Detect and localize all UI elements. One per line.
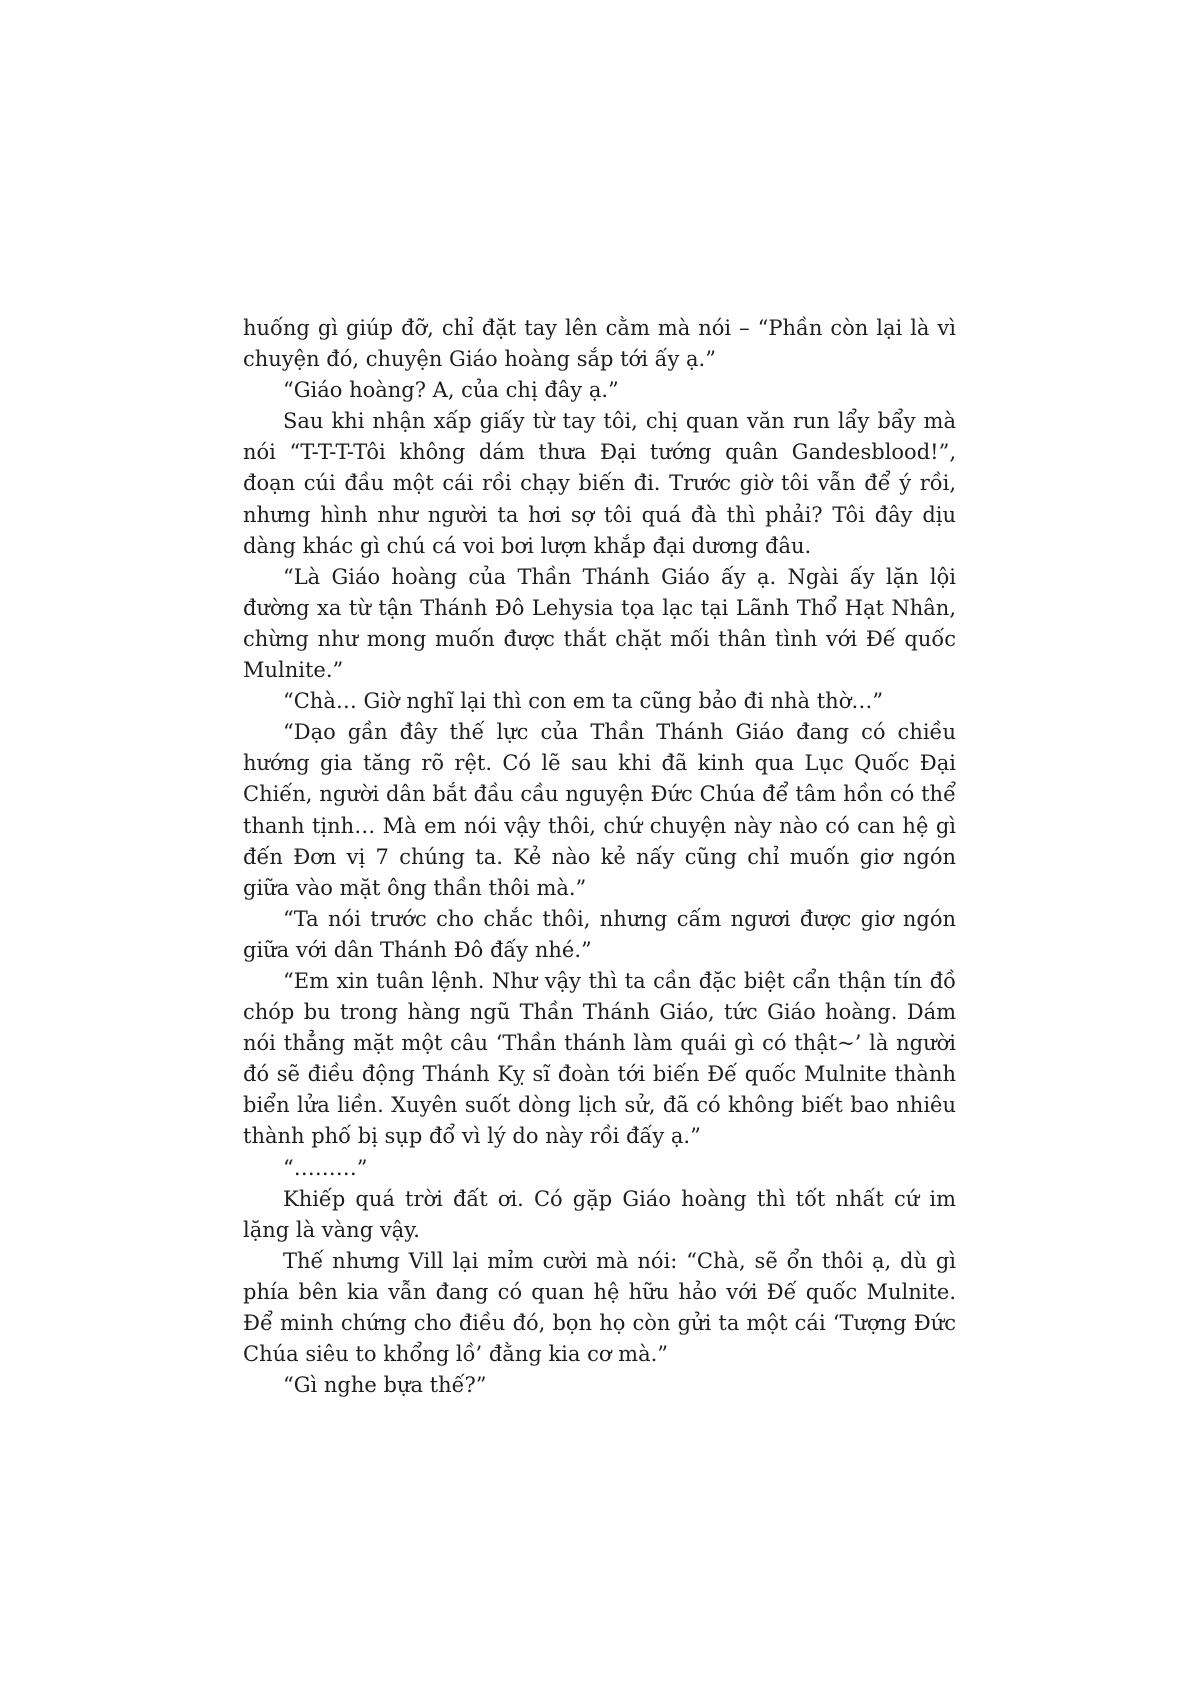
page-body-text — [243, 313, 956, 1401]
paragraph: “Chà… Giờ nghĩ lại thì con em ta cũng bảo đi nhà thờ…” — [283, 689, 884, 714]
paragraph: huống gì giúp đỡ, chỉ đặt tay lên cằm mà nói – “Phần còn lại là vì chuyện đó, chuyện Giáo hoàng sắp tới ấy ạ.” — [243, 316, 956, 372]
paragraph: Thế nhưng Vill lại mỉm cười mà nói: “Chà, sẽ ổn thôi ạ, dù gì phía bên kia vẫn đang có quan hệ hữu hảo với Đế quốc Mulnite. Để minh chứng cho điều đó, bọn họ còn gửi ta một cái ‘Tượng Đức Chúa siêu to khổng lồ’ đằng kia cơ mà.” — [243, 1248, 956, 1367]
paragraph: “Giáo hoàng? A, của chị đây ạ.” — [283, 378, 619, 403]
paragraph: “Ta nói trước cho chắc thôi, nhưng cấm ngươi được giơ ngón giữa với dân Thánh Đô đấy nhé.” — [243, 906, 956, 962]
paragraph: Sau khi nhận xấp giấy từ tay tôi, chị quan văn run lẩy bẩy mà nói “T-T-T-Tôi không dám thưa Đại tướng quân Gandesblood!”, đoạn cúi đầu một cái rồi chạy biến đi. Trước giờ tôi vẫn để ý rồi, nhưng hình như người ta hơi sợ tôi quá đà thì phải? Tôi đây dịu dàng khác gì chú cá voi bơi lượn khắp đại dương đâu. — [243, 409, 956, 558]
paragraph: Khiếp quá trời đất ơi. Có gặp Giáo hoàng thì tốt nhất cứ im lặng là vàng vậy. — [243, 1186, 956, 1242]
paragraph: “………” — [283, 1155, 368, 1180]
paragraph: “Dạo gần đây thế lực của Thần Thánh Giáo đang có chiều hướng gia tăng rõ rệt. Có lẽ sau khi đã kinh qua Lục Quốc Đại Chiến, người dân bắt đầu cầu nguyện Đức Chúa để tâm hồn có thể thanh tịnh… Mà em nói vậy thôi, chứ chuyện này nào có can hệ gì đến Đơn vị 7 chúng ta. Kẻ nào kẻ nấy cũng chỉ muốn giơ ngón giữa vào mặt ông thần thôi mà.” — [243, 720, 956, 900]
paragraph: “Em xin tuân lệnh. Như vậy thì ta cần đặc biệt cẩn thận tín đồ chóp bu trong hàng ngũ Thần Thánh Giáo, tức Giáo hoàng. Dám nói thẳng mặt một câu ‘Thần thánh làm quái gì có thật~’ là người đó sẽ điều động Thánh Kỵ sĩ đoàn tới biến Đế quốc Mulnite thành biển lửa liền. Xuyên suốt dòng lịch sử, đã có không biết bao nhiêu thành phố bị sụp đổ vì lý do này rồi đấy ạ.” — [243, 968, 956, 1149]
paragraph: “Là Giáo hoàng của Thần Thánh Giáo ấy ạ. Ngài ấy lặn lội đường xa từ tận Thánh Đô Lehysia tọa lạc tại Lãnh Thổ Hạt Nhân, chừng như mong muốn được thắt chặt mối thân tình với Đế quốc Mulnite.” — [243, 564, 956, 683]
paragraph: “Gì nghe bựa thế?” — [283, 1373, 487, 1398]
